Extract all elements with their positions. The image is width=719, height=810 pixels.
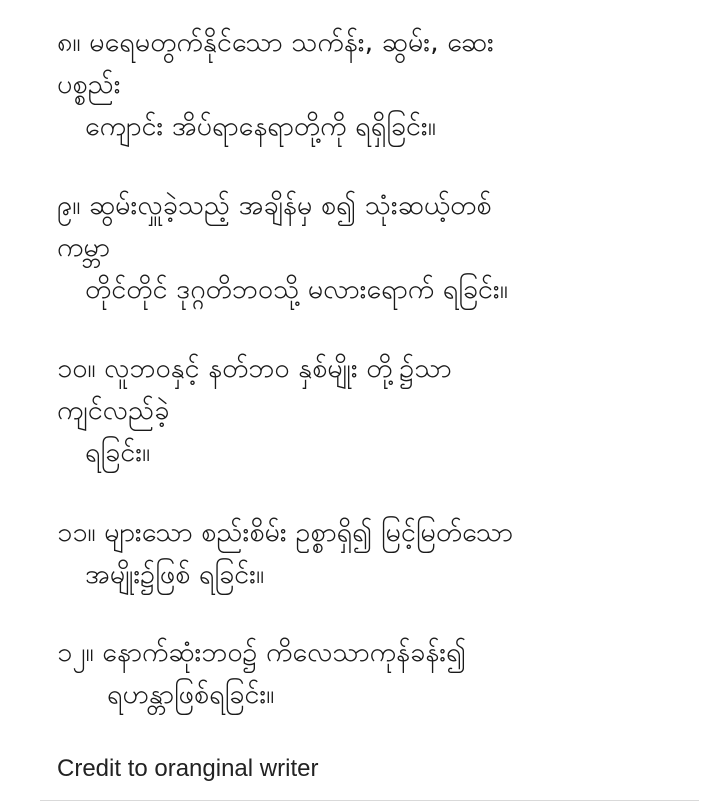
item-8-line-2: ပစ္စည်း — [57, 69, 121, 100]
item-11-line-2: အမျိုး၌ဖြစ် ရခြင်း။ — [85, 559, 265, 590]
item-10-line-1: ၁၀။ လူဘဝနှင့် နတ်ဘဝ နှစ်မျိုး တို့၌သာ — [57, 353, 452, 384]
item-8-line-1: ၈။ မရေမတွက်နိုင်သော သက်န်း, ဆွမ်း, ဆေး — [57, 27, 494, 58]
item-8-line-3: ကျောင်း အိပ်ရာနေရာတို့ကို ရရှိခြင်း။ — [85, 111, 436, 142]
credit-text: Credit to oranginal writer — [57, 755, 319, 782]
item-9-line-3: တိုင်တိုင် ဒုဂ္ဂတိဘဝသို့ မလားရောက် ရခြင်း။ — [85, 274, 508, 305]
list-item-12 — [57, 632, 697, 716]
list-item-8 — [57, 22, 697, 148]
item-11-line-1: ၁၁။ များသော စည်းစိမ်း ဥစ္စာရှိ၍ မြင့်မြတ်သော — [57, 517, 513, 548]
list-item-11 — [57, 512, 697, 596]
divider — [40, 800, 699, 801]
list-item-10 — [57, 348, 697, 474]
item-12-line-2: ရဟန္တာဖြစ်ရခြင်း။ — [107, 679, 275, 710]
item-9-line-2: ကမ္ဘာ — [57, 232, 110, 263]
item-9-line-1: ၉။ ဆွမ်းလှူခဲ့သည့် အချိန်မှ စ၍ သုံးဆယ့်တစ် — [57, 190, 492, 221]
item-10-line-2: ကျင်လည်ခဲ့ — [57, 395, 170, 426]
item-10-line-3: ရခြင်း။ — [85, 437, 151, 468]
list-item-9 — [57, 185, 697, 311]
item-12-line-1: ၁၂။ နောက်ဆုံးဘဝ၌ ကိလေသာကုန်ခန်း၍ — [57, 637, 467, 668]
